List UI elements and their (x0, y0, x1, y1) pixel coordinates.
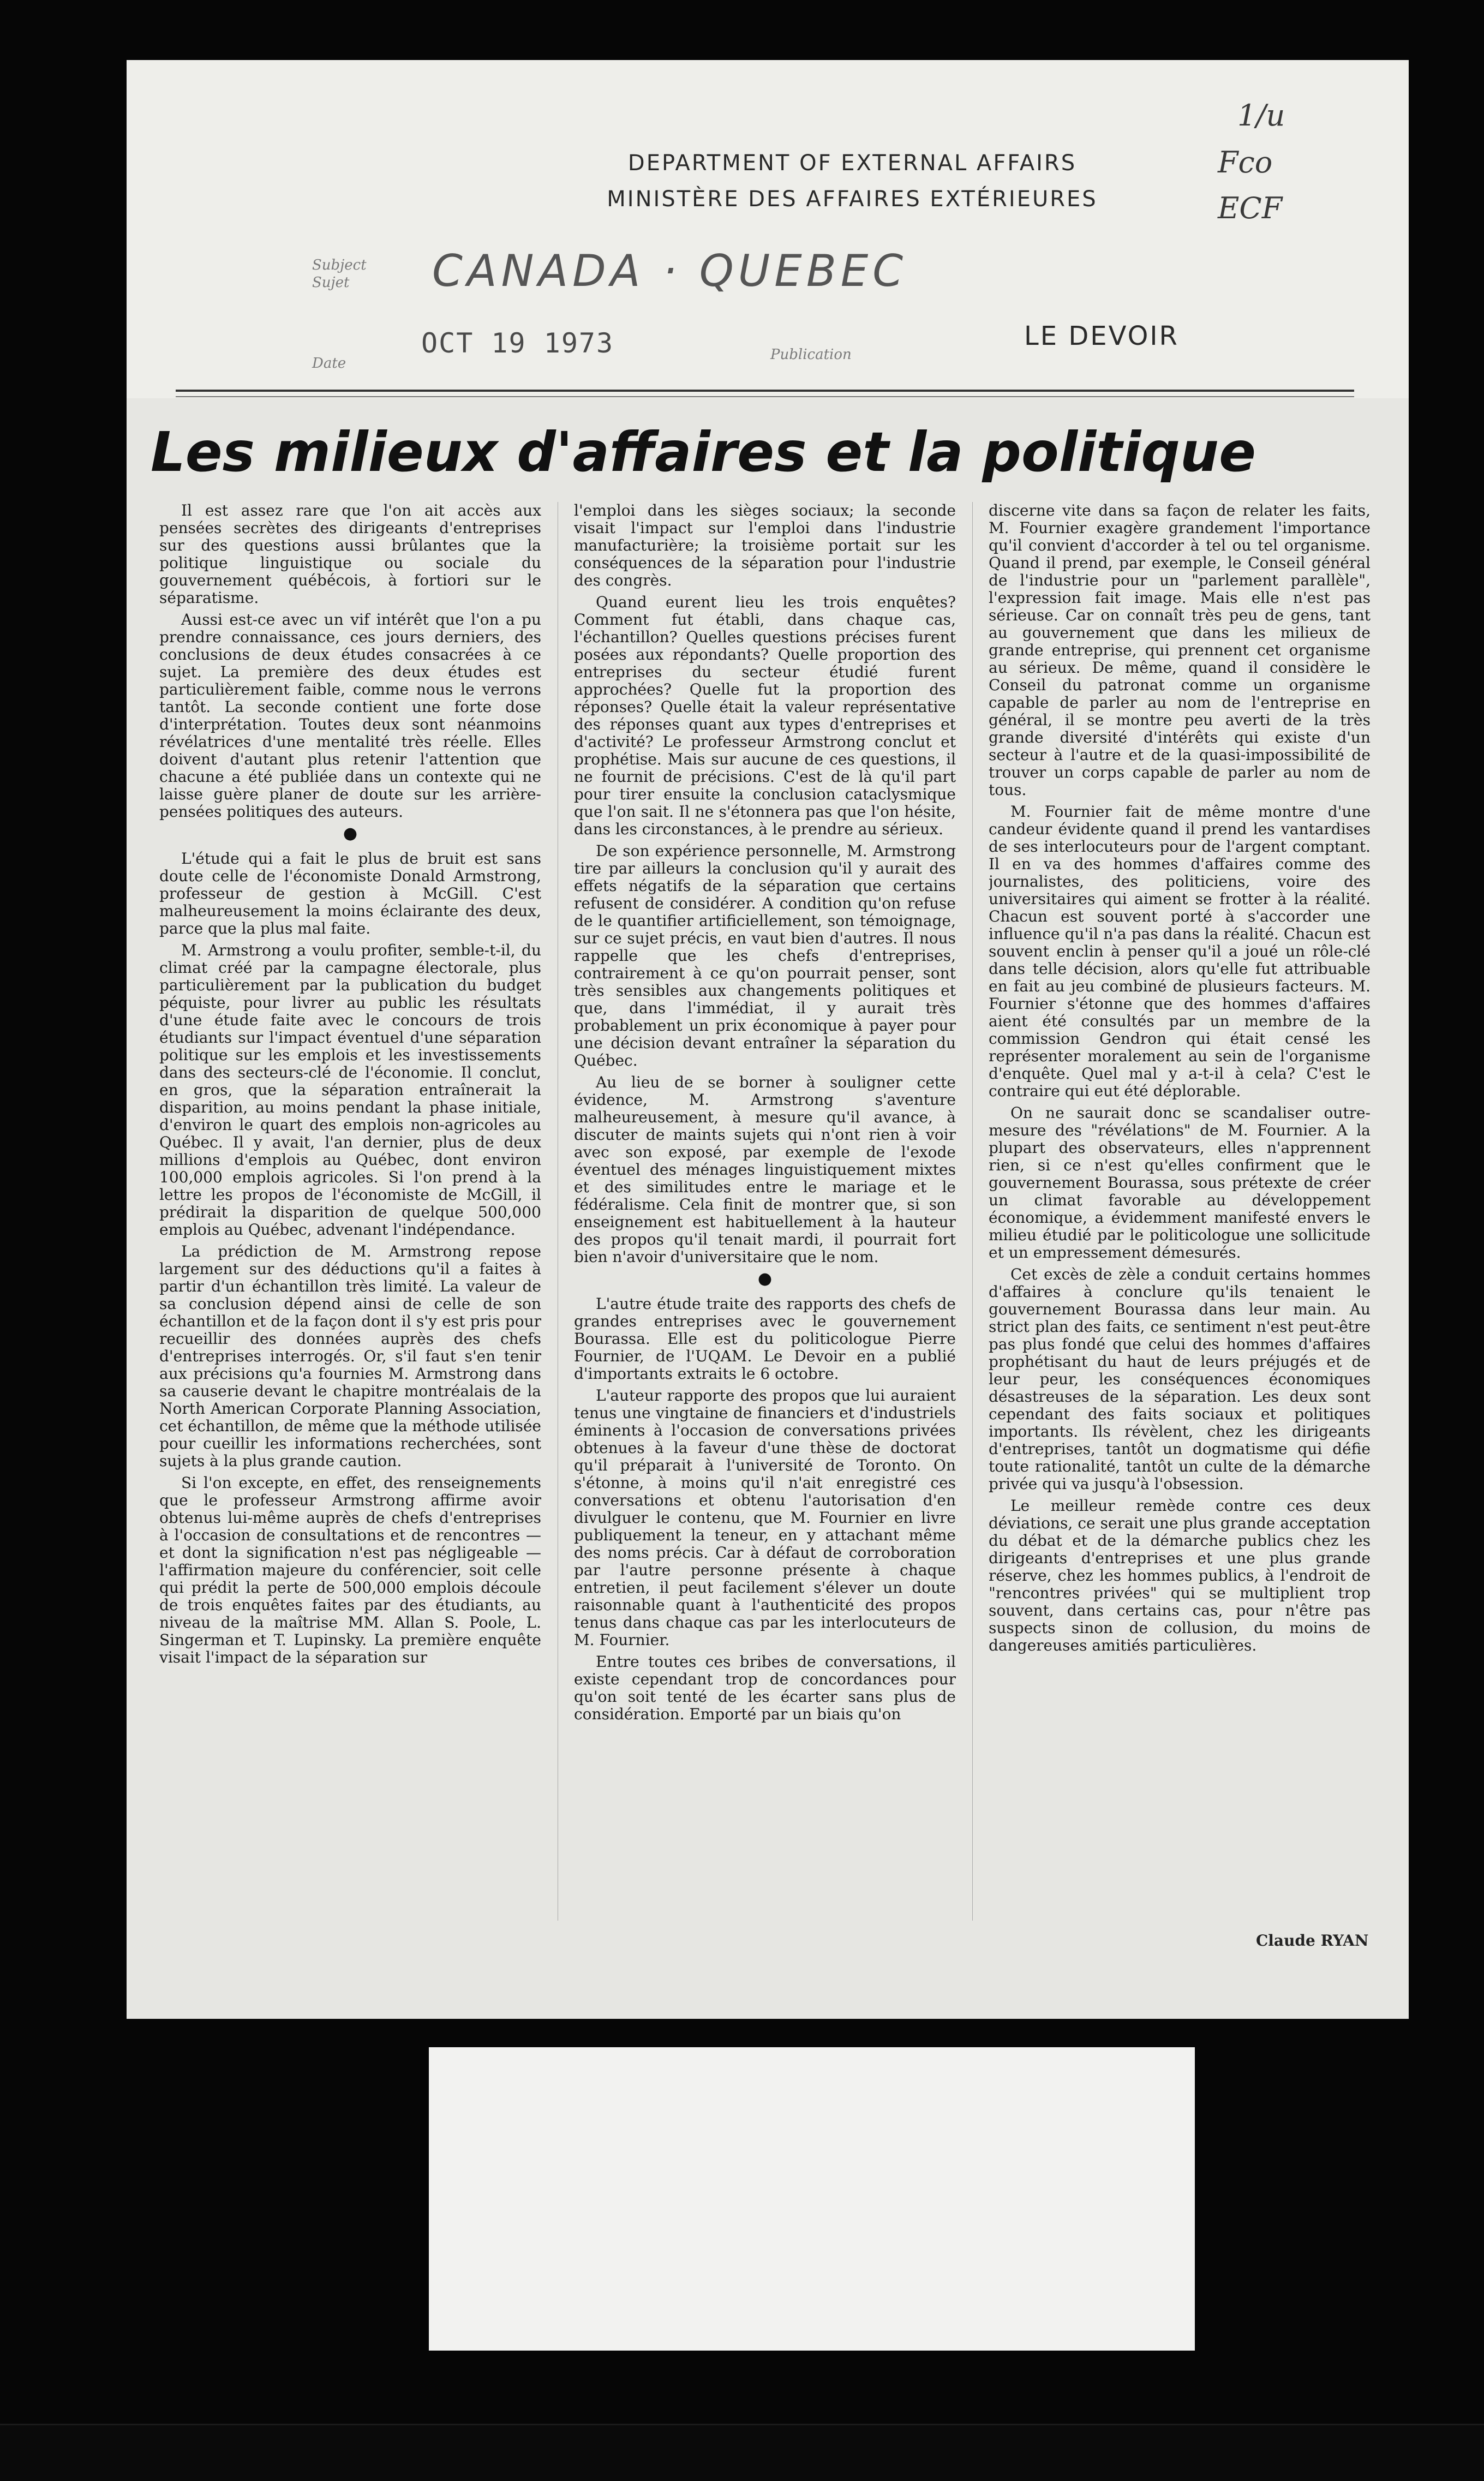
header-rule (176, 390, 1354, 392)
paragraph: L'auteur rapporte des propos que lui auraient tenus une vingtaine de financiers et d'industriels éminents à l'occasion de conversations privées obtenues à la faveur d'une thèse de doctorat qu'il préparait à l'université de Toronto. On s'étonne, à moins qu'il n'ait enregistré ces conversations et obtenu l'autorisation d'en divulguer le contenu, que M. Fournier en livre publiquement la teneur, en y attachant même des noms précis. Car à défaut de corroboration par l'autre personne présente à chaque entretien, il peut facilement s'élever un doute raisonnable quant à l'authenticité des propos tenus dans chaque cas par les interlocuteurs de M. Fournier. (574, 1386, 956, 1649)
paragraph: Si l'on excepte, en effet, des renseignements que le professeur Armstrong affirme avoir obtenus lui-même auprès de chefs d'entreprises à l'occasion de consultations et de rencontres — et dont la signification n'est pas négligeable — l'affirmation majeure du conférencier, soit celle qui prédit la perte de 500,000 emplois découle de trois enquêtes faites par des étudiants, au niveau de la maîtrise MM. Allan S. Poole, L. Singerman et T. Lupinsky. La première enquête visait l'impact de la séparation sur (159, 1474, 541, 1666)
handwritten-note-3: ECF (1218, 191, 1283, 225)
paragraph: De son expérience personnelle, M. Armstrong tire par ailleurs la conclusion qu'il y aurait des effets négatifs de la séparation que certains refusent de considérer. A condition qu'on refuse de le quantifier artificiellement, son témoignage, sur ce sujet précis, en vaut bien d'autres. Il nous rappelle que les chefs d'entreprises, contrairement à ce qu'on pourrait penser, sont très sensibles aux changements politiques et que, dans l'immédiat, il y aurait très probablement un prix économique à payer pour une décision devant entraîner la séparation du Québec. (574, 842, 956, 1069)
subject-label (312, 256, 367, 291)
section-bullet: ● (343, 824, 358, 843)
paragraph: Il est assez rare que l'on ait accès aux pensées secrètes des dirigeants d'entreprises sur des questions aussi brûlantes que la politique linguistique ou sociale du gouvernement québécois, à fortiori sur le séparatisme. (159, 502, 541, 607)
article-column-1 (159, 502, 541, 1932)
department-name-fr: MINISTÈRE DES AFFAIRES EXTÉRIEURES (607, 187, 1098, 212)
publication-value: LE DEVOIR (1024, 321, 1179, 351)
subject-value: CANADA · QUEBEC (432, 246, 908, 296)
subject-label-en: Subject (312, 257, 367, 273)
handwritten-note-1: 1/u (1237, 98, 1285, 133)
date-stamp: OCT 19 1973 (421, 327, 614, 359)
paragraph: M. Armstrong a voulu profiter, semble-t-il, du climat créé par la campagne électorale, plus particulièrement par la publication du budget péquiste, pour livrer au public les résultats d'une étude faite avec le concours de trois étudiants sur l'impact éventuel d'une séparation politique sur les emplois et les investissements dans des secteurs-clé de l'économie. Il conclut, en gros, que la séparation entraînerait la disparition, au moins pendant la phase initiale, d'environ le quart des emplois non-agricoles au Québec. Il y avait, l'an dernier, plus de deux millions d'emplois au Québec, dont environ 100,000 emplois agricoles. Si l'on prend à la lettre les propos de l'économiste de McGill, il prédirait la disparition de quelque 500,000 emplois au Québec, advenant l'indépendance. (159, 941, 541, 1239)
article-headline: Les milieux d'affaires et la politique (151, 420, 1256, 484)
paragraph: M. Fournier fait de même montre d'une candeur évidente quand il prend les vantardises de ses interlocuteurs pour de l'argent comptant. Il en va des hommes d'affaires comme des journalistes, des politiciens, voire des universitaires qui aiment se frotter à la réalité. Chacun est souvent porté à s'accorder une influence qu'il n'a pas dans la réalité. Chacun est souvent enclin à penser qu'il a joué un rôle-clé dans telle décision, alors qu'elle fut attribuable en fait au jeu combiné de plusieurs facteurs. M. Fournier s'étonne que des hommes d'affaires aient été consultés par un membre de la commission Gendron qui était censé les représenter moralement au sein de l'organisme d'enquête. Quel mal y a-t-il à cela? C'est le contraire qui eut été déplorable. (989, 803, 1371, 1100)
article-column-3 (989, 502, 1371, 1932)
header-rule-thin (176, 396, 1354, 397)
paragraph: La prédiction de M. Armstrong repose largement sur des déductions qu'il a faites à partir d'un échantillon très limité. La valeur de sa conclusion dépend ainsi de celle de son échantillon et de la façon dont il s'y est pris pour recueillir des données auprès des chefs d'entreprises interrogés. Or, s'il faut s'en tenir aux précisions qu'a fournies M. Armstrong dans sa causerie devant le chapitre montréalais de la North American Corporate Planning Association, cet échantillon, de même que la méthode utilisée pour cueillir les informations recherchées, sont sujets à la plus grande caution. (159, 1242, 541, 1470)
paragraph: L'étude qui a fait le plus de bruit est sans doute celle de l'économiste Donald Armstrong, professeur de gestion à McGill. C'est malheureusement la moins éclairante des deux, parce que la plus mal faite. (159, 850, 541, 937)
department-name-en: DEPARTMENT OF EXTERNAL AFFAIRS (627, 151, 1077, 176)
clipping-sheet (127, 60, 1409, 2019)
author-signature: Claude RYAN (1256, 1932, 1369, 1950)
column-separator (972, 502, 973, 1921)
blank-card (429, 2047, 1195, 2351)
publication-label: Publication (770, 346, 852, 363)
letterhead-area (127, 60, 1409, 398)
paragraph: Au lieu de se borner à souligner cette évidence, M. Armstrong s'aventure malheureusement, à mesure qu'il avance, à discuter de maints sujets qui n'ont rien à voir avec son exposé, par exemple de l'exode éventuel des ménages linguistiquement mixtes et des similitudes entre le mariage et le fédéralisme. Cela finit de montrer que, si son enseignement est habituellement à la hauteur des propos qu'il tenait mardi, il pourrait fort bien n'avoir d'universitaire que le nom. (574, 1073, 956, 1266)
handwritten-note-2: Fco (1218, 145, 1273, 180)
paragraph: Le meilleur remède contre ces deux déviations, ce serait une plus grande acceptation du débat et de la démarche publics chez les dirigeants d'entreprises et une plus grande réserve, chez les hommes publics, à l'endroit de "rencontres privées" qui se multiplient trop souvent, dans certains cas, pour n'être pas suspects sinon de collusion, du moins de dangereuses amitiés particulières. (989, 1497, 1371, 1654)
section-bullet: ● (757, 1269, 773, 1288)
date-label: Date (312, 355, 346, 372)
article-column-2 (574, 502, 956, 1932)
subject-label-fr: Sujet (312, 274, 350, 291)
paragraph: Cet excès de zèle a conduit certains hommes d'affaires à conclure qu'ils tenaient le gouvernement Bourassa dans leur main. Au strict plan des faits, ce sentiment n'est peut-être pas plus fondé que celui des hommes d'affaires prophétisant du haut de leurs préjugés et de leur peur, les conséquences économiques désastreuses de la séparation. Les deux sont cependant des faits sociaux et politiques importants. Ils révèlent, chez les dirigeants d'entreprises, tantôt un dogmatisme qui défie toute rationalité, tantôt un culte de la démarche privée qui va jusqu'à l'obsession. (989, 1265, 1371, 1493)
article-body (159, 502, 1381, 1932)
paragraph: l'emploi dans les sièges sociaux; la seconde visait l'impact sur l'emploi dans l'industrie manufacturière; la troisième portait sur les conséquences de la séparation pour l'industrie des congrès. (574, 502, 956, 589)
paragraph: discerne vite dans sa façon de relater les faits, M. Fournier exagère grandement l'importance qu'il convient d'accorder à tel ou tel organisme. Quand il prend, par exemple, le Conseil général de l'industrie pour un "parlement parallèle", l'expression fait image. Mais elle n'est pas sérieuse. Car on connaît très peu de gens, tant au gouvernement que dans les milieux de grande entreprise, qui prennent cet organisme au sérieux. De même, quand il considère le Conseil du patronat comme un organisme capable de parler au nom de l'entreprise en général, il se montre peu averti de la très grande diversité d'intérêts qui existe d'un secteur à l'autre et de la quasi-impossibilité de trouver un corps capable de parler au nom de tous. (989, 502, 1371, 799)
paragraph: On ne saurait donc se scandaliser outre-mesure des "révélations" de M. Fournier. A la plupart des observateurs, elles n'apprennent rien, si ce n'est qu'elles confirment que le gouvernement Bourassa, sous prétexte de créer un climat favorable au développement économique, a évidemment manifesté envers le milieu étudié par le politicologue une sollicitude et un empressement démesurés. (989, 1104, 1371, 1262)
paragraph: L'autre étude traite des rapports des chefs de grandes entreprises avec le gouvernement Bourassa. Elle est du politicologue Pierre Fournier, de l'UQAM. Le Devoir en a publié d'importants extraits le 6 octobre. (574, 1295, 956, 1383)
paragraph: Aussi est-ce avec un vif intérêt que l'on a pu prendre connaissance, ces jours derniers, des conclusions de deux études consacrées à ce sujet. La première des deux études est particulièrement faible, comme nous le verrons tantôt. La seconde contient une forte dose d'interprétation. Toutes deux sont néanmoins révélatrices d'une mentalité très réelle. Elles doivent d'autant plus retenir l'attention que chacune a été publiée dans un contexte qui ne laisse guère planer de doute sur les arrière-pensées politiques des auteurs. (159, 611, 541, 821)
film-edge-strip (0, 2424, 1484, 2481)
department-header (552, 145, 1152, 217)
paragraph: Quand eurent lieu les trois enquêtes? Comment fut établi, dans chaque cas, l'échantillon? Quelles questions précises furent posées aux répondants? Quelle proportion des entreprises du secteur étudié furent approchées? Quelle fut la proportion des réponses? Quelle était la valeur représentative des réponses quant aux types d'entreprises et d'activité? Le professeur Armstrong conclut et prophétise. Mais sur aucune de ces questions, il ne fournit de précisions. C'est de là qu'il part pour tirer ensuite la conclusion cataclysmique que l'on sait. Il ne s'étonnera pas que l'on hésite, dans les circonstances, à le prendre au sérieux. (574, 593, 956, 838)
paragraph: Entre toutes ces bribes de conversations, il existe cependant trop de concordances pour qu'on soit tenté de les écarter sans plus de considération. Emporté par un biais qu'on (574, 1653, 956, 1723)
